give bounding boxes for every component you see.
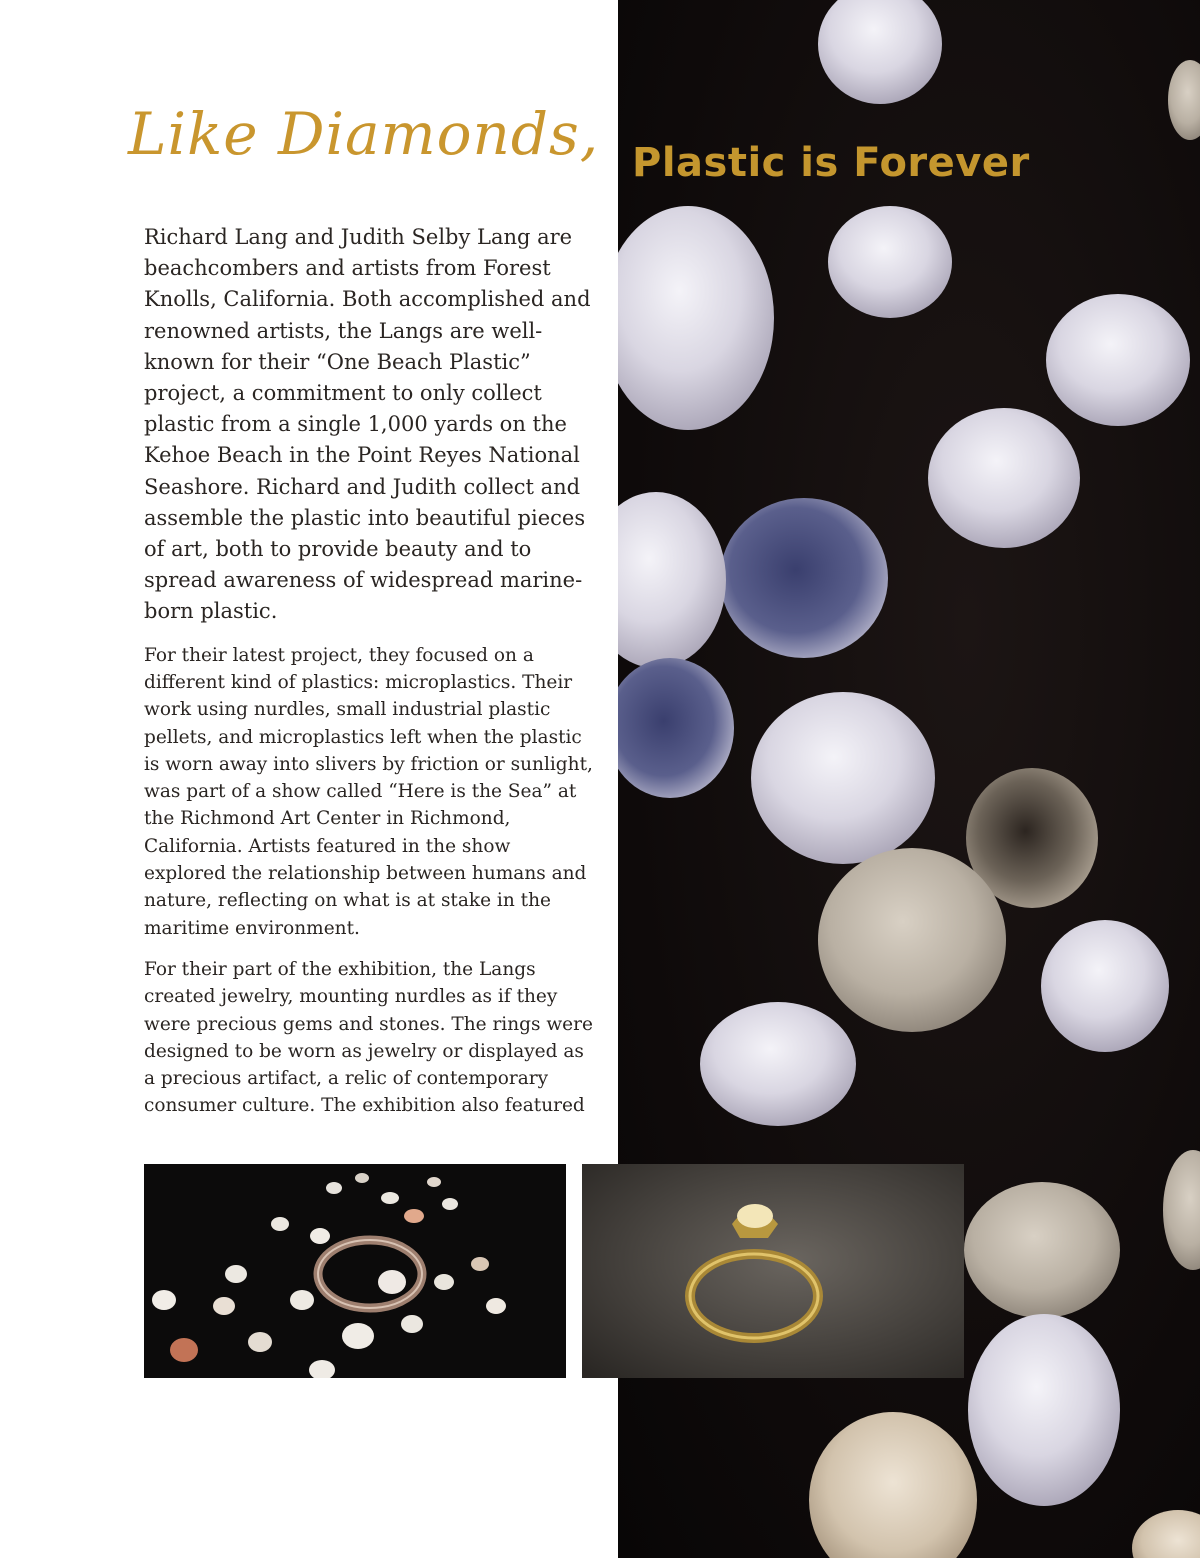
nurdle-shape [1168,60,1200,140]
nurdle-shape [828,206,952,318]
nurdles-ring-illustration [144,1164,566,1378]
body-paragraph-3: For their part of the exhibition, the Langs created jewelry, mounting nurdles as if they were precious gems and stones. The rings were designed to be worn as jewelry or displayed as a precious artifact, a relic of contemporary consumer culture. The exhibition also featured [144,958,593,1117]
article-body [144,222,594,1134]
nurdle-shape [968,1314,1120,1506]
nurdle-shape [1163,1150,1200,1270]
nurdle-shape [818,848,1006,1032]
nurdle-shape [618,206,774,430]
gold-ring-photo [582,1164,964,1378]
nurdle-shape [1132,1510,1200,1558]
lead-paragraph: Richard Lang and Judith Selby Lang are beachcombers and artists from Forest Knolls, California. Both accomplished and renowned artists, the Langs are well-known for their “One Beach Plastic” project, a commitment to only collect plastic from a single 1,000 yards on the Kehoe Beach in the Point Reyes National Seashore. Richard and Judith collect and assemble the plastic into beautiful pieces of art, both to provide beauty and to spread awareness of widespread marine-born plastic. [144,225,591,624]
nurdle-shape [818,0,942,104]
nurdle-shape [964,1182,1120,1318]
nurdle-shape [618,658,734,798]
nurdle-shape [1041,920,1169,1052]
gold-ring-illustration [582,1164,964,1378]
nurdle-shape [809,1412,977,1558]
body-paragraph-2: For their latest project, they focused on a different kind of plastics: microplastics. Their work using nurdles, small industrial plastic pellets, and microplastics left when the plastic is worn away into slivers by friction or sunlight, was part of a show called “Here is the Sea” at the Richmond Art Center in Richmond, California. Artists featured in the show explored the relationship between humans and nature, reflecting on what is at stake in the maritime environment. [144,644,593,939]
title-script: Like Diamonds, [128,100,600,168]
nurdle-shape [751,692,935,864]
nurdle-shape [720,498,888,658]
nurdles-ring-photo [144,1164,566,1378]
title-bold: Plastic is Forever [632,140,1030,186]
nurdle-shape [1046,294,1190,426]
nurdle-shape [928,408,1080,548]
nurdle-shape [700,1002,856,1126]
nurdle-shape [618,492,726,668]
